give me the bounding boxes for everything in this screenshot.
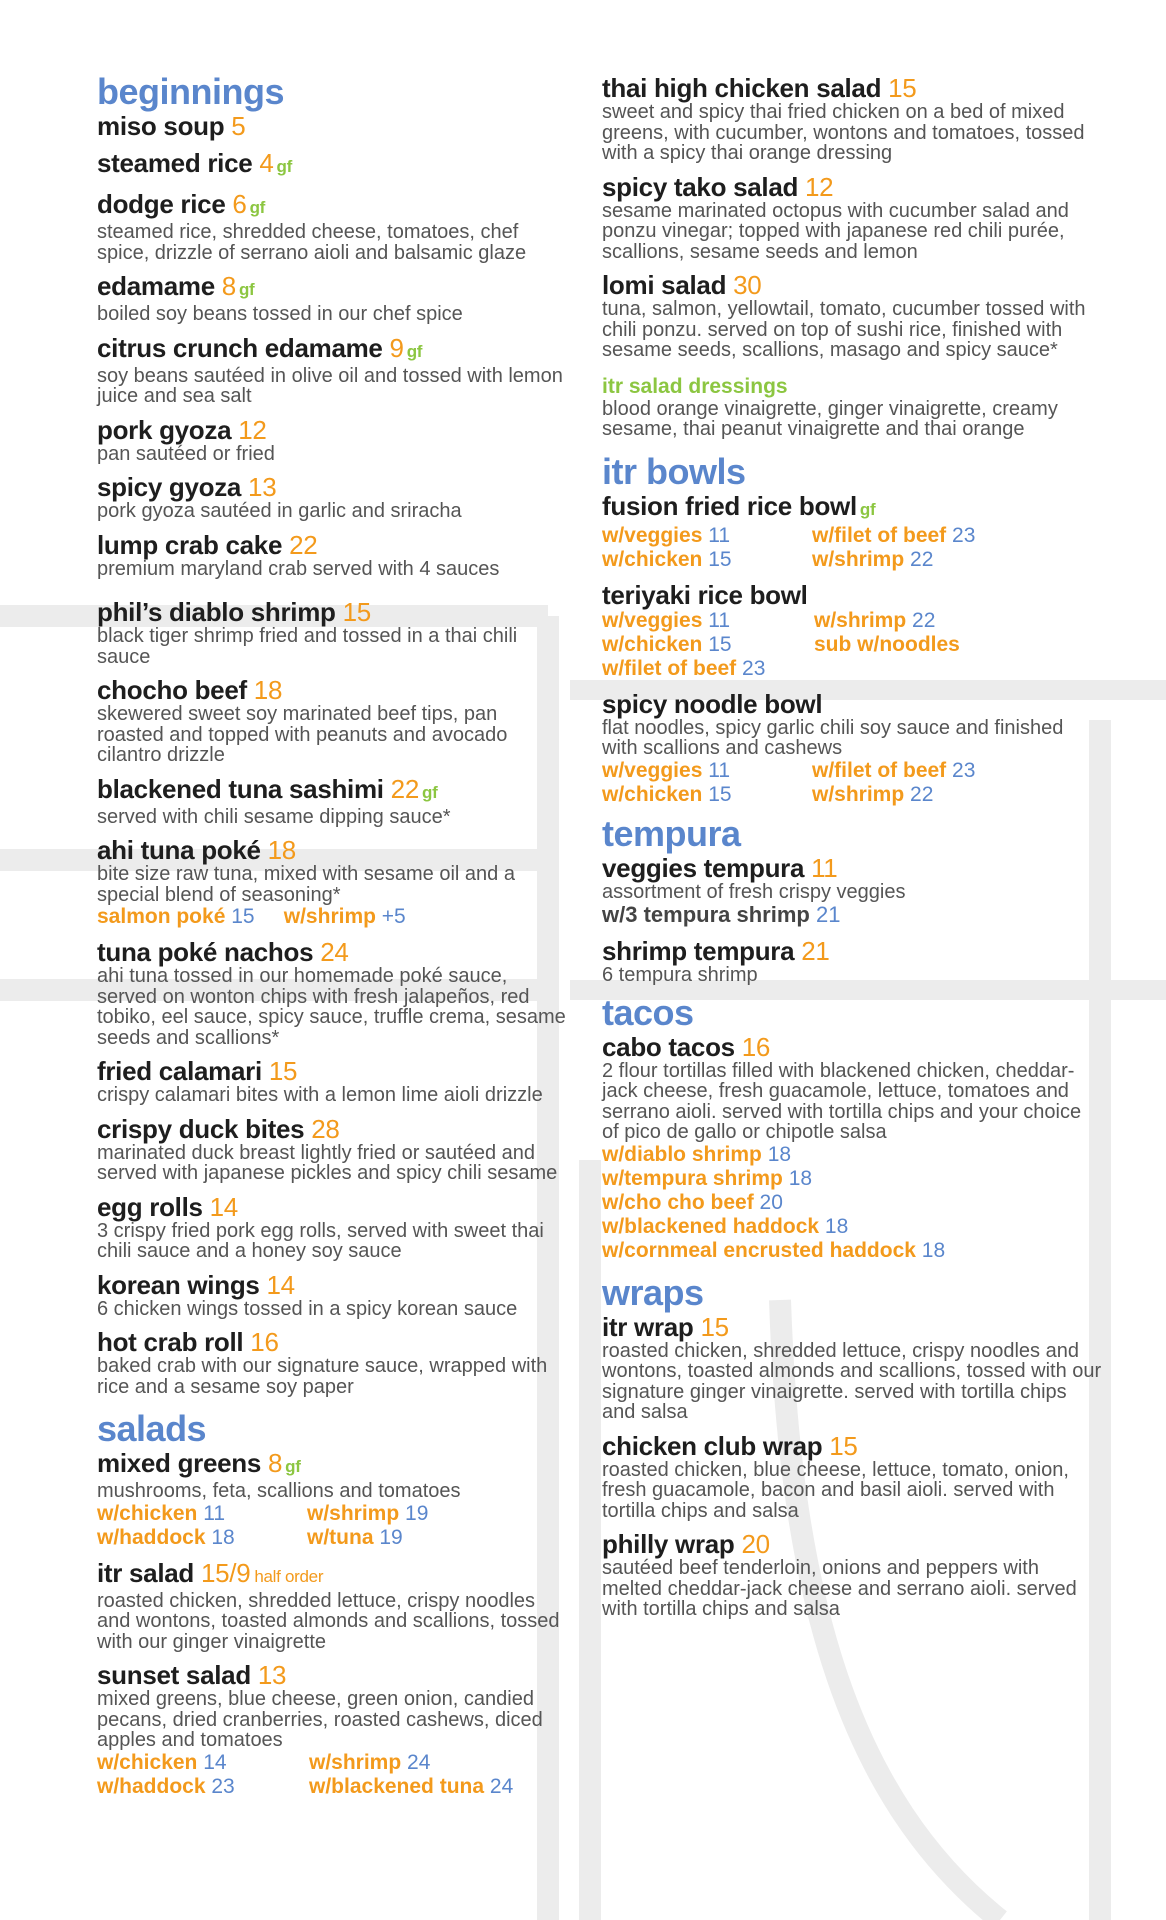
menu-item xyxy=(602,492,1102,572)
option-price: 23 xyxy=(952,758,976,782)
item-description: sautéed beef tenderloin, onions and peppers with melted cheddar-jack cheese and serrano aioli. served with tortilla chips and salsa xyxy=(602,1557,1077,1620)
option-price: 11 xyxy=(203,1501,226,1525)
option-price: 18 xyxy=(921,1238,946,1262)
item-description: bite size raw tuna, mixed with sesame oil and a special blend of seasoning* xyxy=(97,863,515,906)
item-price: 28 xyxy=(311,1113,340,1144)
option-price: 22 xyxy=(910,782,934,806)
item-description: mixed greens, blue cheese, green onion, candied pecans, dried cranberries, roasted cashews, diced apples and tomatoes xyxy=(97,1688,543,1751)
item-name: lomi salad xyxy=(602,270,727,300)
item-name: chicken club wrap xyxy=(602,1430,823,1461)
item-description: served with chili sesame dipping sauce* xyxy=(97,805,451,828)
section-title-wraps: wraps xyxy=(602,1271,704,1313)
item-name: edamame xyxy=(97,271,215,301)
section-title-tacos: tacos xyxy=(602,991,694,1033)
option-price: 19 xyxy=(379,1525,403,1549)
menu-item xyxy=(97,112,567,140)
menu-item xyxy=(602,1033,1102,1263)
add-on-option xyxy=(602,902,1102,928)
menu-item xyxy=(97,416,567,465)
menu-item xyxy=(97,598,567,667)
option-label: salmon poké xyxy=(97,905,226,928)
option-label: w/shrimp xyxy=(283,905,376,928)
option-label: w/filet of beef xyxy=(812,758,947,782)
item-price: 15 xyxy=(700,1311,729,1342)
item-price: 18 xyxy=(267,835,296,865)
dressings-list: blood orange vinaigrette, ginger vinaigrette, creamy sesame, thai peanut vinaigrette and thai orange xyxy=(602,397,1058,440)
gluten-free-badge: gf xyxy=(285,1457,301,1476)
item-name: spicy gyoza xyxy=(97,472,242,502)
menu-item xyxy=(97,676,567,766)
option-price: 22 xyxy=(910,547,934,571)
option-label: w/chicken xyxy=(602,782,703,806)
item-description: sweet and spicy thai fried chicken on a bed of mixed greens, with cucumber, wontons and tomatoes, tossed with a spicy thai orange dressing xyxy=(602,101,1085,164)
item-name: chocho beef xyxy=(97,675,247,705)
option-label: w/veggies xyxy=(602,758,703,782)
section-title-tempura: tempura xyxy=(602,812,741,854)
menu-item xyxy=(602,271,1102,361)
item-description: roasted chicken, shredded lettuce, crispy noodles and wontons, toasted almonds and scallions, tossed with our ginger vinaigrette xyxy=(97,1589,560,1653)
menu-item xyxy=(602,1313,1102,1423)
menu-item xyxy=(602,690,1102,807)
item-description: boiled soy beans tossed in our chef spice xyxy=(97,303,463,325)
gluten-free-badge: gf xyxy=(276,157,292,176)
option-price: 24 xyxy=(407,1750,431,1774)
option-price: 11 xyxy=(708,608,731,632)
item-price: 21 xyxy=(801,936,830,966)
right-column xyxy=(602,74,1102,1629)
item-description: soy beans sautéed in olive oil and tossed with lemon juice and sea salt xyxy=(97,364,563,407)
item-name: lump crab cake xyxy=(97,529,283,560)
option-price: 24 xyxy=(489,1774,514,1798)
option-price: 14 xyxy=(203,1750,227,1774)
item-name: blackened tuna sashimi xyxy=(97,773,384,804)
option-price: 11 xyxy=(708,523,731,547)
option-label: sub w/noodles xyxy=(814,632,960,656)
item-price: 4 xyxy=(259,148,274,178)
menu-item xyxy=(97,531,567,580)
item-name: spicy tako salad xyxy=(602,171,799,202)
option-label: w/blackened tuna xyxy=(309,1774,485,1798)
item-description: roasted chicken, blue cheese, lettuce, tomato, onion, fresh guacamole, bacon and basil aioli. served with tortilla chips and salsa xyxy=(602,1458,1069,1522)
menu-item xyxy=(97,836,567,929)
item-name: mixed greens xyxy=(97,1448,262,1478)
item-name: fusion fried rice bowl xyxy=(602,490,857,521)
menu-item xyxy=(97,1449,567,1550)
option-label: w/shrimp xyxy=(812,782,905,806)
item-name: citrus crunch edamame xyxy=(97,332,383,363)
item-price: 16 xyxy=(250,1327,279,1357)
item-description: sesame marinated octopus with cucumber salad and ponzu vinegar; topped with japanese red chili purée, scallions, sesame seeds and lemon xyxy=(602,199,1069,263)
item-name: fried calamari xyxy=(97,1056,262,1086)
item-name: tuna poké nachos xyxy=(97,937,314,967)
item-price: 8 xyxy=(221,271,236,301)
option-label: w/tuna xyxy=(307,1525,374,1549)
item-description: crispy calamari bites with a lemon lime aioli drizzle xyxy=(97,1084,543,1106)
option-grid xyxy=(602,609,1102,681)
item-price: 6 xyxy=(232,189,247,219)
option-price: 22 xyxy=(912,608,936,632)
option-price: 18 xyxy=(211,1525,235,1549)
item-description: 6 tempura shrimp xyxy=(602,964,758,986)
option-label: w/haddock xyxy=(97,1525,206,1549)
option-label: w/diablo shrimp xyxy=(602,1142,762,1166)
item-description: pork gyoza sautéed in garlic and sriracha xyxy=(97,500,462,522)
menu-item xyxy=(97,149,567,181)
gluten-free-badge: gf xyxy=(422,782,438,802)
item-name: spicy noodle bowl xyxy=(602,688,823,719)
option-list xyxy=(97,905,567,929)
menu-item xyxy=(97,272,567,325)
item-name: philly wrap xyxy=(602,1529,735,1559)
option-price: 23 xyxy=(952,523,976,547)
menu-item xyxy=(97,1328,567,1397)
option-label: w/chicken xyxy=(97,1750,198,1774)
left-column xyxy=(97,71,567,1808)
item-name: sunset salad xyxy=(97,1660,251,1690)
item-price: 8 xyxy=(267,1448,283,1478)
item-price: 15 xyxy=(829,1430,858,1461)
menu-item xyxy=(97,775,567,828)
option-label: w/chicken xyxy=(97,1501,198,1525)
item-name: veggies tempura xyxy=(602,852,805,883)
item-description: ahi tuna tossed in our homemade poké sauce, served on wonton chips with fresh jalapeños, red tobiko, eel sauce, spicy sauce, truffle crema, sesame seeds and scallions* xyxy=(97,965,566,1049)
item-price: 15/9 xyxy=(200,1557,251,1588)
option-label: w/cornmeal encrusted haddock xyxy=(602,1238,916,1262)
menu-item xyxy=(97,1057,567,1106)
item-name: teriyaki rice bowl xyxy=(602,579,808,610)
item-description: skewered sweet soy marinated beef tips, pan roasted and topped with peanuts and avocado cilantro drizzle xyxy=(97,703,508,766)
menu-item xyxy=(602,74,1102,164)
half-order-note: half order xyxy=(254,1566,324,1586)
option-price: 20 xyxy=(759,1190,783,1214)
option-price: 19 xyxy=(405,1501,429,1525)
option-list xyxy=(602,1143,1102,1263)
item-price: 9 xyxy=(389,332,404,363)
gluten-free-badge: gf xyxy=(238,280,255,299)
option-label: w/cho cho beef xyxy=(602,1190,754,1214)
option-label: w/chicken xyxy=(602,632,703,656)
menu-item xyxy=(97,334,567,407)
item-description: steamed rice, shredded cheese, tomatoes, chef spice, drizzle of serrano aioli and balsamic glaze xyxy=(97,221,527,264)
item-price: 13 xyxy=(248,472,277,502)
item-price: 18 xyxy=(253,675,283,705)
option-label: w/chicken xyxy=(602,547,703,571)
item-price: 24 xyxy=(320,937,349,967)
dressings-block xyxy=(602,375,1102,440)
item-name: steamed rice xyxy=(97,148,253,178)
item-name: itr wrap xyxy=(602,1311,694,1342)
item-price: 22 xyxy=(289,529,318,560)
item-name: korean wings xyxy=(97,1269,260,1300)
option-price: 15 xyxy=(708,632,732,656)
item-price: 15 xyxy=(342,597,371,627)
option-label: w/tempura shrimp xyxy=(602,1166,783,1190)
menu-item xyxy=(602,173,1102,263)
item-description: tuna, salmon, yellowtail, tomato, cucumber tossed with chili ponzu. served on top of sushi rice, finished with sesame seeds, scallions, masago and spicy sauce* xyxy=(602,298,1086,361)
menu-item xyxy=(97,473,567,522)
item-description: 3 crispy fried pork egg rolls, served with sweet thai chili sauce and a honey soy sauce xyxy=(97,1219,544,1262)
item-name: egg rolls xyxy=(97,1191,203,1222)
menu-item xyxy=(602,937,1102,986)
option-price: 15 xyxy=(708,547,732,571)
add-on-label: w/3 tempura shrimp xyxy=(602,902,810,927)
option-price: 18 xyxy=(788,1166,813,1190)
item-price: 15 xyxy=(268,1056,298,1086)
dressings-title: itr salad dressings xyxy=(602,374,788,398)
option-label: w/blackened haddock xyxy=(602,1214,820,1238)
item-name: ahi tuna poké xyxy=(97,835,261,865)
section-title-salads: salads xyxy=(97,1408,207,1449)
option-label: w/veggies xyxy=(602,608,703,632)
item-price: 16 xyxy=(741,1031,771,1062)
option-label: w/shrimp xyxy=(812,547,905,571)
item-price: 30 xyxy=(733,270,762,300)
option-price: 18 xyxy=(824,1214,849,1238)
menu-item xyxy=(602,1530,1102,1620)
option-label: w/shrimp xyxy=(307,1501,400,1525)
item-price: 12 xyxy=(238,414,267,445)
item-description: pan sautéed or fried xyxy=(97,442,275,465)
option-label: w/haddock xyxy=(97,1774,206,1798)
item-name: pork gyoza xyxy=(97,414,232,445)
menu-item xyxy=(97,1193,567,1262)
item-name: thai high chicken salad xyxy=(602,73,882,103)
item-price: 12 xyxy=(805,171,834,202)
item-description: 6 chicken wings tossed in a spicy korean sauce xyxy=(97,1297,518,1320)
menu-item xyxy=(602,581,1102,681)
item-description: black tiger shrimp fried and tossed in a thai chili sauce xyxy=(97,625,518,668)
menu-item xyxy=(97,1661,567,1799)
item-description: flat noodles, spicy garlic chili soy sauce and finished with scallions and cashews xyxy=(602,716,1064,759)
item-price: 14 xyxy=(266,1269,295,1300)
item-price: 13 xyxy=(257,1660,287,1690)
section-title-beginnings: beginnings xyxy=(97,71,284,112)
option-label: w/shrimp xyxy=(814,608,907,632)
item-description: premium maryland crab served with 4 sauces xyxy=(97,557,500,580)
option-price: 15 xyxy=(231,905,255,928)
item-description: assortment of fresh crispy veggies xyxy=(602,880,906,903)
menu-item xyxy=(97,938,567,1048)
item-price: 5 xyxy=(231,111,246,141)
menu-item xyxy=(97,1271,567,1320)
option-price: 11 xyxy=(708,758,731,782)
add-on-price: 21 xyxy=(815,902,841,927)
item-name: dodge rice xyxy=(97,189,226,219)
gluten-free-badge: gf xyxy=(859,499,876,519)
option-grid xyxy=(602,759,1102,807)
menu-item xyxy=(602,1432,1102,1522)
option-grid xyxy=(97,1502,567,1550)
item-name: itr salad xyxy=(97,1557,195,1588)
option-price: 23 xyxy=(742,656,766,680)
item-price: 14 xyxy=(209,1191,238,1222)
option-label: w/veggies xyxy=(602,523,703,547)
option-grid xyxy=(97,1751,567,1799)
gluten-free-badge: gf xyxy=(406,341,423,361)
item-name: shrimp tempura xyxy=(602,936,795,966)
item-name: miso soup xyxy=(97,111,225,141)
menu-item xyxy=(97,1559,567,1653)
menu-item xyxy=(97,190,567,263)
item-name: phil’s diablo shrimp xyxy=(97,597,336,627)
item-name: hot crab roll xyxy=(97,1327,244,1357)
option-grid xyxy=(602,524,1102,572)
item-description: 2 flour tortillas filled with blackened chicken, cheddar-jack cheese, fresh guacamole, lettuce, tomatoes and serrano aioli. served with tortilla chips and your choice of pico de gallo or chipotle salsa xyxy=(602,1059,1082,1143)
option-label: w/shrimp xyxy=(309,1750,402,1774)
section-title-bowls: itr bowls xyxy=(602,450,746,492)
item-price: 11 xyxy=(811,852,838,883)
option-label: w/filet of beef xyxy=(602,656,737,680)
gluten-free-badge: gf xyxy=(249,198,266,217)
option-price: 15 xyxy=(708,782,732,806)
option-price: +5 xyxy=(381,905,406,928)
item-name: cabo tacos xyxy=(602,1031,735,1062)
item-price: 22 xyxy=(390,773,419,804)
item-price: 20 xyxy=(741,1529,770,1559)
menu-item xyxy=(602,854,1102,929)
item-description: roasted chicken, shredded lettuce, crispy noodles and wontons, toasted almonds and scallions, tossed with our signature ginger vinaigrette. served with tortilla chips and salsa xyxy=(602,1339,1102,1423)
option-price: 18 xyxy=(767,1142,792,1166)
item-description: baked crab with our signature sauce, wrapped with rice and a sesame soy paper xyxy=(97,1355,548,1398)
item-description: mushrooms, feta, scallions and tomatoes xyxy=(97,1480,461,1502)
menu-item xyxy=(97,1115,567,1184)
item-description: marinated duck breast lightly fried or sautéed and served with japanese pickles and spicy chili sesame xyxy=(97,1141,558,1184)
option-label: w/filet of beef xyxy=(812,523,947,547)
option-price: 23 xyxy=(211,1774,235,1798)
item-name: crispy duck bites xyxy=(97,1113,305,1144)
item-price: 15 xyxy=(888,73,917,103)
